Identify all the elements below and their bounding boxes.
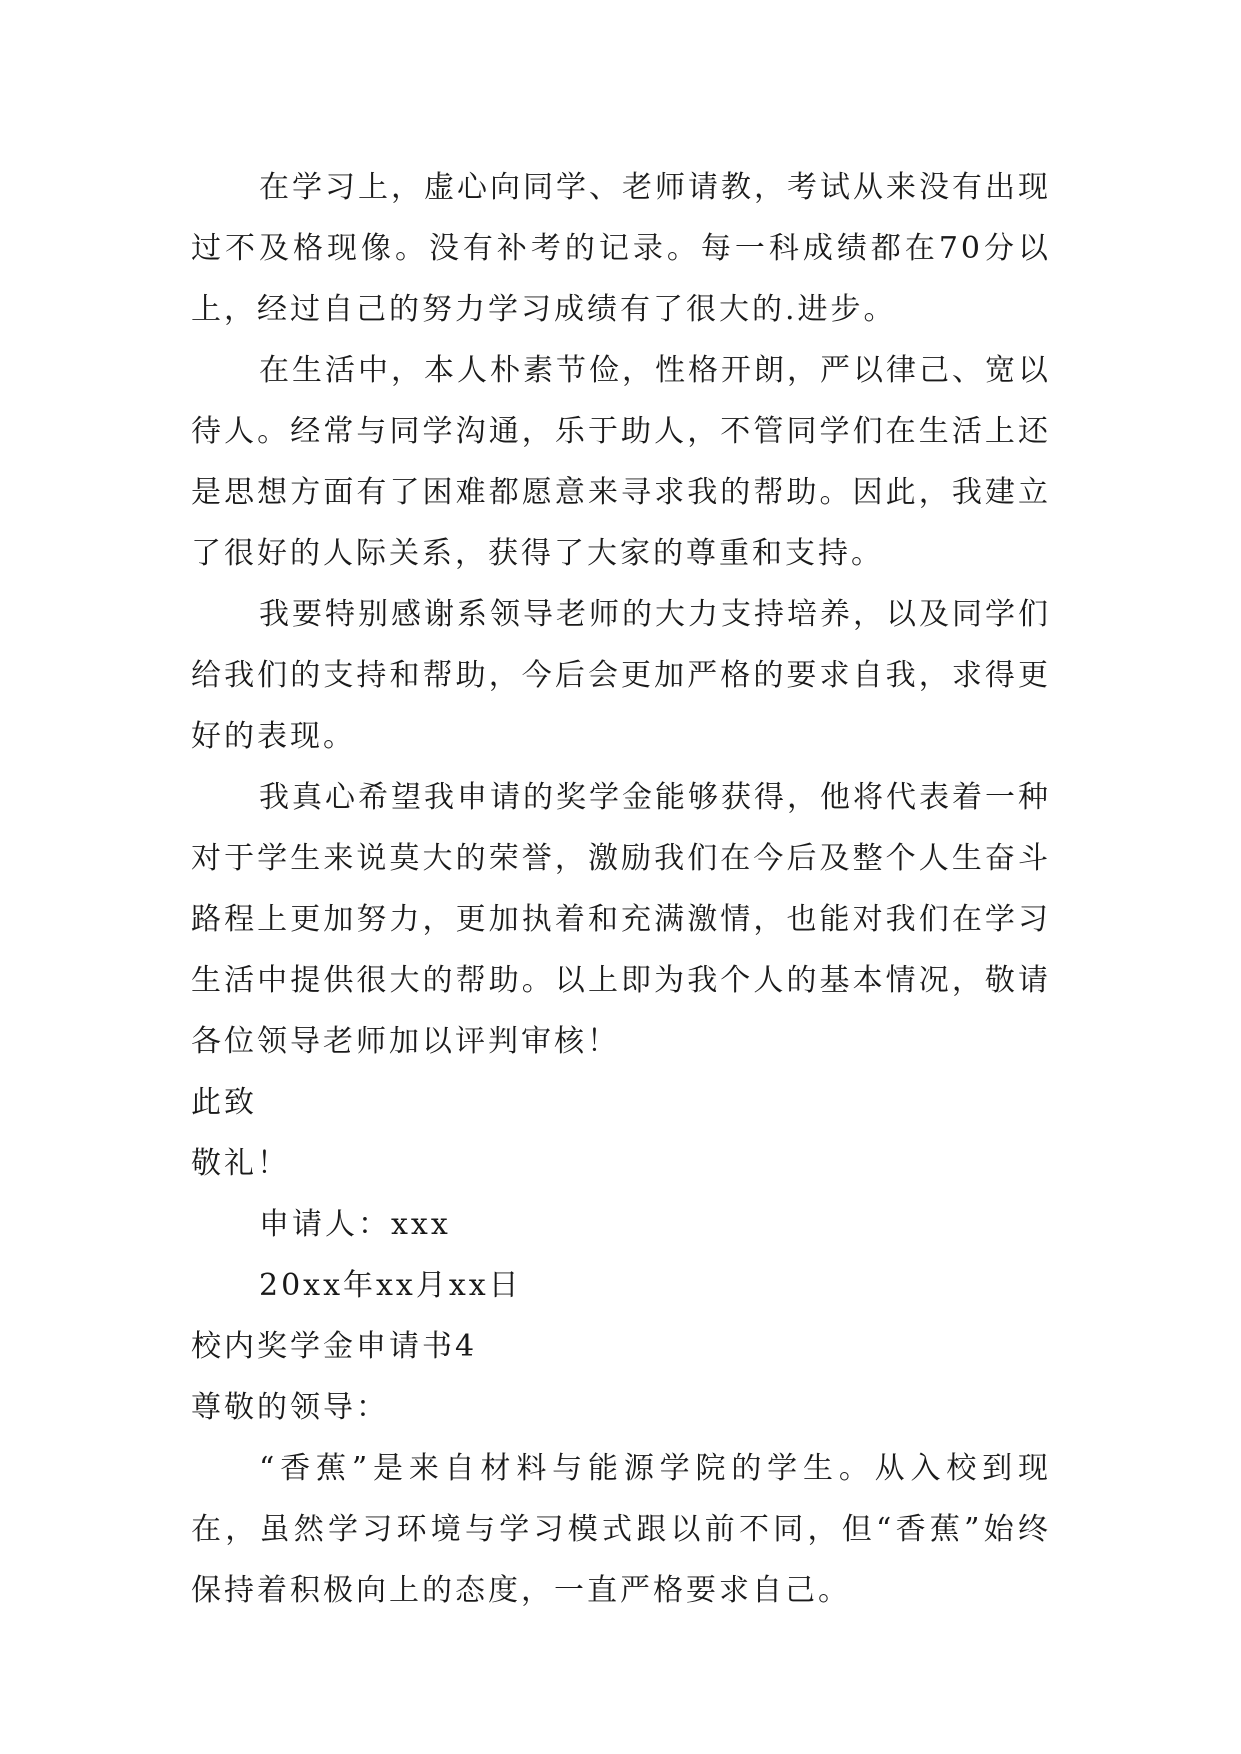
document-body	[191, 157, 1051, 1621]
paragraph-intro: “香蕉”是来自材料与能源学院的学生。从入校到现在，虽然学习环境与学习模式跟以前不同，但“香蕉”始终保持着积极向上的态度，一直严格要求自己。	[191, 1451, 1051, 1608]
closing-line-1: 此致	[191, 1085, 257, 1120]
paragraph-hope: 我真心希望我申请的奖学金能够获得，他将代表着一种对于学生来说莫大的荣誉，激励我们在今后及整个人生奋斗路程上更加努力，更加执着和充满激情，也能对我们在学习生活中提供很大的帮助。以上即为我个人的基本情况，敬请各位领导老师加以评判审核！	[191, 780, 1051, 1059]
paragraph-study: 在学习上，虚心向同学、老师请教，考试从来没有出现过不及格现像。没有补考的记录。每一科成绩都在70分以上，经过自己的努力学习成绩有了很大的.进步。	[191, 170, 1051, 327]
signature-date: 20xx年xx月xx日	[259, 1268, 522, 1303]
salutation: 尊敬的领导：	[191, 1390, 389, 1425]
section-title: 校内奖学金申请书4	[191, 1329, 478, 1364]
paragraph-life: 在生活中，本人朴素节俭，性格开朗，严以律己、宽以待人。经常与同学沟通，乐于助人，不管同学们在生活上还是思想方面有了困难都愿意来寻求我的帮助。因此，我建立了很好的人际关系，获得了大家的尊重和支持。	[191, 353, 1051, 571]
applicant-signature: 申请人：xxx	[259, 1207, 451, 1242]
closing-line-2: 敬礼！	[191, 1146, 290, 1181]
paragraph-thanks: 我要特别感谢系领导老师的大力支持培养，以及同学们给我们的支持和帮助，今后会更加严格的要求自我，求得更好的表现。	[191, 597, 1051, 754]
